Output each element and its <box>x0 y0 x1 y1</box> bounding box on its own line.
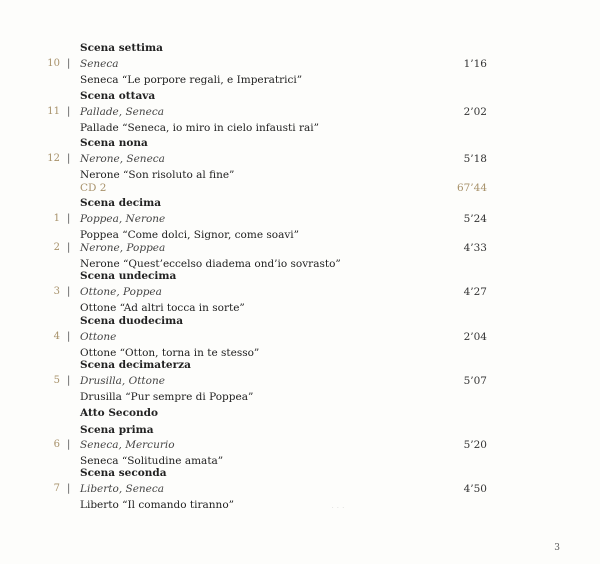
track-characters: Poppea, Nerone <box>80 213 166 225</box>
track-title: Seneca “Le porpore regali, e Imperatrici” <box>80 74 303 86</box>
scene-heading <box>0 268 600 284</box>
scene-title: Scena prima <box>80 424 154 436</box>
track-row <box>0 373 600 389</box>
track-title: Nerone “Son risoluto al fine” <box>80 169 235 181</box>
scene-heading <box>0 40 600 56</box>
decorative-dots: · · · <box>332 505 345 511</box>
disc-duration: 67’44 <box>456 182 487 194</box>
track-row <box>0 329 600 345</box>
separator-bar: | <box>67 153 71 164</box>
separator-bar: | <box>67 331 71 342</box>
track-title: Pallade “Seneca, io miro in cielo infausti rai” <box>80 122 319 134</box>
scene-title: Scena nona <box>80 137 148 149</box>
scene-title: Scena duodecima <box>80 315 184 327</box>
track-characters: Ottone, Poppea <box>80 286 162 298</box>
separator-bar: | <box>67 439 71 450</box>
track-duration: 5’18 <box>463 153 487 165</box>
track-number: 10 <box>47 58 60 69</box>
track-duration: 2’04 <box>463 331 487 343</box>
disc-label: CD 2 <box>80 182 107 194</box>
scene-heading <box>0 195 600 211</box>
track-title-row <box>0 497 600 513</box>
track-duration: 5’20 <box>463 439 487 451</box>
track-title: Liberto “Il comando tiranno” <box>80 499 235 511</box>
scene-title: Scena undecima <box>80 270 177 282</box>
separator-bar: | <box>67 242 71 253</box>
track-title: Ottone “Otton, torna in te stesso” <box>80 347 260 359</box>
scene-title: Scena decimaterza <box>80 359 191 371</box>
scene-heading <box>0 422 600 438</box>
track-duration: 5’24 <box>463 213 487 225</box>
disc-heading <box>0 180 600 196</box>
separator-bar: | <box>67 483 71 494</box>
scene-heading <box>0 465 600 481</box>
track-title: Ottone “Ad altri tocca in sorte” <box>80 302 245 314</box>
track-characters: Pallade, Seneca <box>80 106 164 118</box>
track-row <box>0 240 600 256</box>
track-duration: 5’07 <box>463 375 487 387</box>
separator-bar: | <box>67 213 71 224</box>
scene-heading <box>0 313 600 329</box>
scene-heading <box>0 135 600 151</box>
track-number: 1 <box>53 213 60 224</box>
track-row <box>0 104 600 120</box>
separator-bar: | <box>67 106 71 117</box>
scene-title: Scena seconda <box>80 467 167 479</box>
track-characters: Nerone, Seneca <box>80 153 165 165</box>
track-number: 12 <box>47 153 60 164</box>
act-heading <box>0 405 600 421</box>
track-number: 6 <box>53 439 60 450</box>
page-number: 3 <box>554 543 560 553</box>
track-duration: 4’27 <box>463 286 487 298</box>
track-number: 11 <box>47 106 60 117</box>
track-duration: 2’02 <box>463 106 487 118</box>
track-number: 3 <box>53 286 60 297</box>
track-title: Poppea “Come dolci, Signor, come soavi” <box>80 229 299 241</box>
track-row <box>0 151 600 167</box>
separator-bar: | <box>67 58 71 69</box>
track-row <box>0 56 600 72</box>
scene-heading <box>0 357 600 373</box>
track-characters: Drusilla, Ottone <box>80 375 165 387</box>
scene-title: Scena settima <box>80 42 163 54</box>
track-duration: 1’16 <box>463 58 487 70</box>
track-title-row <box>0 120 600 136</box>
track-characters: Ottone <box>80 331 117 343</box>
track-number: 7 <box>53 483 60 494</box>
track-characters: Nerone, Poppea <box>80 242 166 254</box>
separator-bar: | <box>67 375 71 386</box>
track-number: 2 <box>53 242 60 253</box>
track-title: Drusilla “Pur sempre di Poppea” <box>80 391 254 403</box>
track-title: Seneca “Solitudine amata” <box>80 455 224 467</box>
track-duration: 4’50 <box>463 483 487 495</box>
track-title: Nerone “Quest’eccelso diadema ond’io sovrasto” <box>80 258 341 270</box>
scene-title: Scena decima <box>80 197 162 209</box>
separator-bar: | <box>67 286 71 297</box>
scene-title: Scena ottava <box>80 90 156 102</box>
track-row <box>0 284 600 300</box>
track-number: 4 <box>53 331 60 342</box>
act-title: Atto Secondo <box>80 407 158 419</box>
track-characters: Seneca <box>80 58 119 70</box>
scene-heading <box>0 88 600 104</box>
track-duration: 4’33 <box>463 242 487 254</box>
track-row <box>0 437 600 453</box>
track-number: 5 <box>53 375 60 386</box>
track-row <box>0 211 600 227</box>
track-title-row <box>0 389 600 405</box>
track-characters: Liberto, Seneca <box>80 483 165 495</box>
track-row <box>0 481 600 497</box>
track-title-row <box>0 72 600 88</box>
track-characters: Seneca, Mercurio <box>80 439 175 451</box>
